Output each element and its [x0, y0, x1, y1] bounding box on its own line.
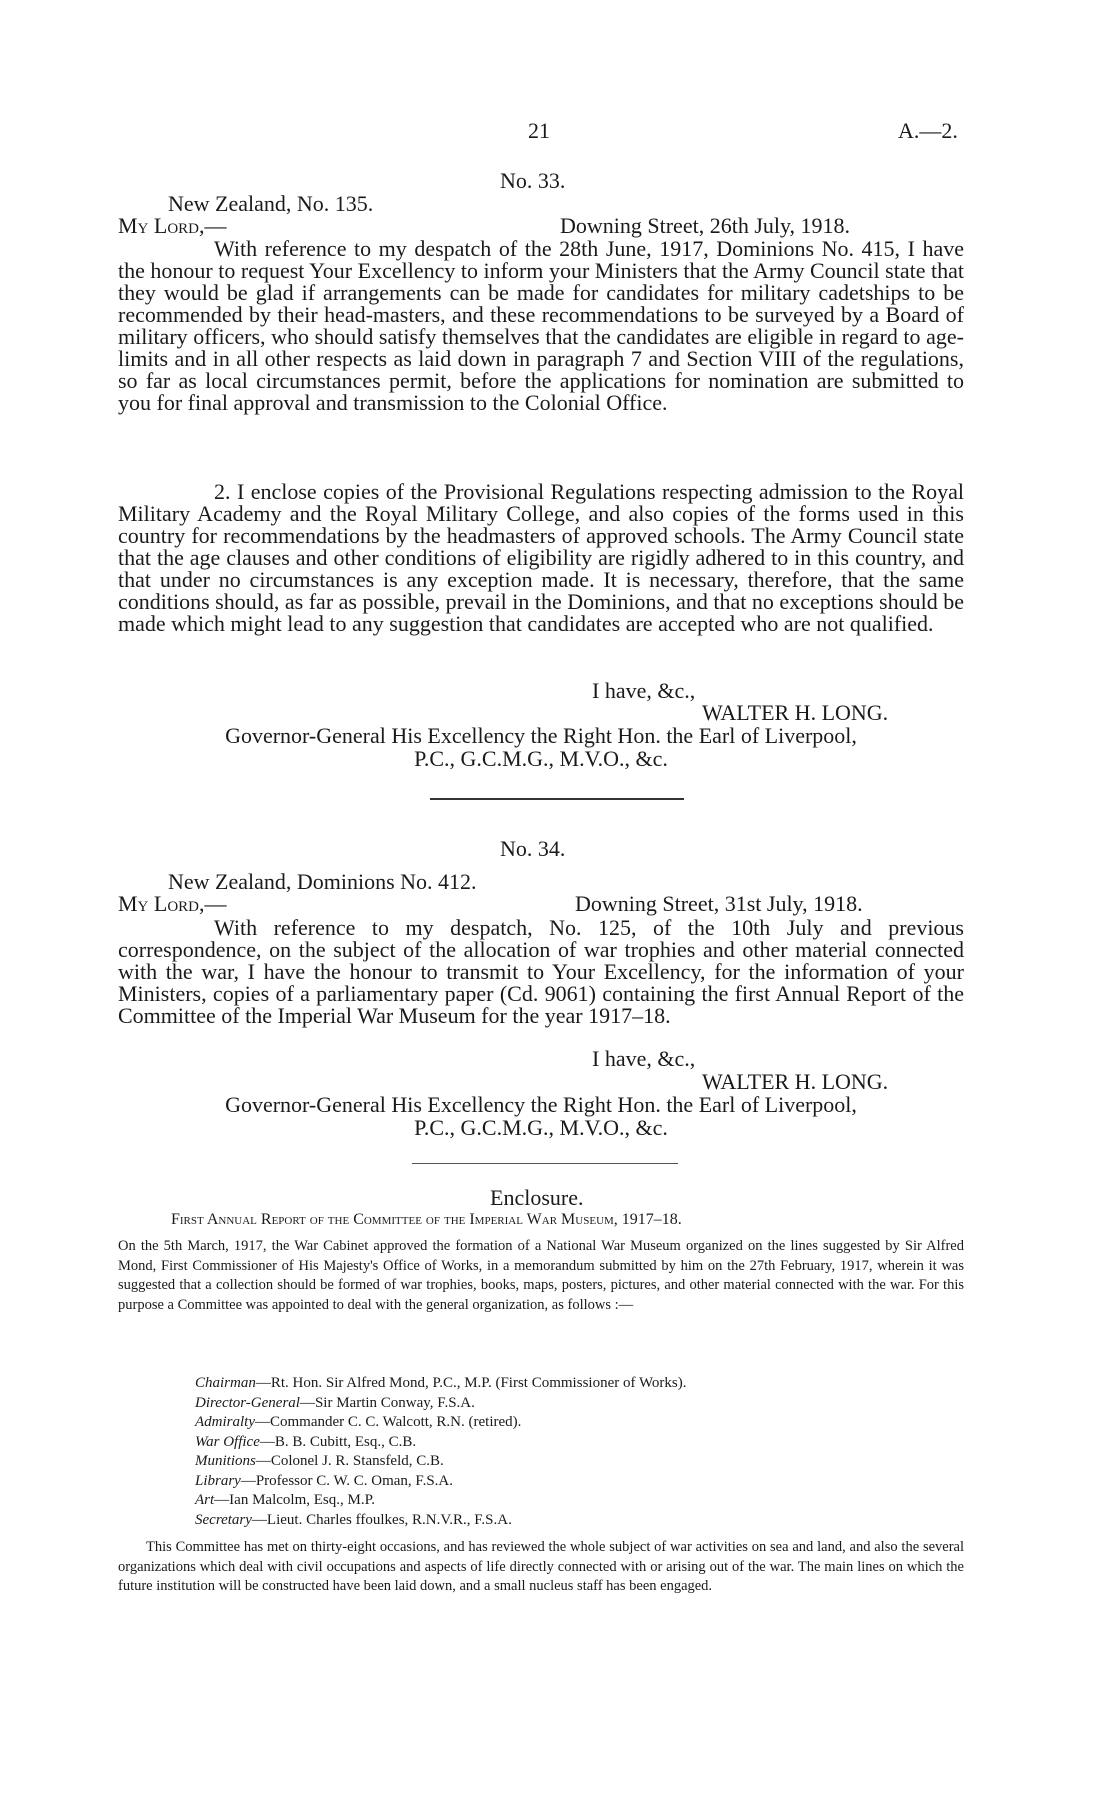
member-separator: —: [255, 1453, 271, 1469]
member-role: Secretary: [195, 1511, 252, 1528]
letter-33-addressee-line-2: P.C., G.C.M.G., M.V.O., &c.: [414, 746, 668, 771]
member-separator: —: [299, 1394, 315, 1411]
member-role: Art: [195, 1492, 215, 1508]
letter-33-salutation: My Lord,—: [118, 213, 227, 238]
enclosure-paragraph-1: On the 5th March, 1917, the War Cabinet approved the formation of a National War Museum organized on the lines suggested by Sir Alfred Mond, First Commissioner of His Majesty's Office of Works, in a memorandum submitted by him on the 27th February, 1917, wherein it was suggested that a collection should be formed of war trophies, books, maps, posters, pictures, and other material connected with the war. For this purpose a Committee was appointed to deal with the general organization, as follows :—: [118, 1238, 964, 1313]
letter-34-addressee-line-1: Governor-General His Excellency the Right Hon. the Earl of Liverpool,: [225, 1092, 857, 1117]
committee-member-list: [195, 1374, 686, 1530]
member-name: Commander C. C. Walcott, R.N. (retired).: [270, 1414, 522, 1430]
member-name: Sir Martin Conway, F.S.A.: [314, 1394, 475, 1411]
committee-member: [195, 1394, 686, 1414]
member-role: Munitions: [195, 1453, 256, 1469]
enclosure-title: First Annual Report of the Committee of the Imperial War Museum, 1917–18.: [171, 1211, 682, 1228]
letter-34-number: No. 34.: [500, 836, 566, 861]
letter-34-closing: I have, &c.,: [592, 1046, 696, 1071]
letter-33-signature: WALTER H. LONG.: [702, 700, 889, 725]
letter-34-addressee-line-2: P.C., G.C.M.G., M.V.O., &c.: [414, 1115, 668, 1140]
committee-member: [195, 1511, 686, 1531]
member-role: Admiralty: [195, 1414, 255, 1430]
member-role: Library: [195, 1472, 241, 1489]
letter-33-closing: I have, &c.,: [592, 678, 696, 703]
letter-34-signature: WALTER H. LONG.: [702, 1069, 889, 1094]
member-name: Lieut. Charles ffoulkes, R.N.V.R., F.S.A.: [266, 1511, 512, 1528]
member-separator: —: [240, 1472, 256, 1489]
committee-member: [195, 1413, 686, 1433]
letter-33-paragraph-2: 2. I enclose copies of the Provisional Regulations respecting admission to the Royal Military Academy and the Royal Military College, and also copies of the forms used in this country for recommendations by the headmasters of approved schools. The Army Council state that the age clauses and other conditions of eligibility are rigidly adhered to in this country, and that under no circumstances is any exception made. It is necessary, therefore, that the same conditions should, as far as possible, prevail in the Dominions, and that no exceptions should be made which might lead to any suggestion that candidates are accepted who are not qualified.: [118, 479, 964, 636]
member-separator: —: [251, 1511, 267, 1528]
letter-33-paragraph-1: With reference to my despatch of the 28th June, 1917, Dominions No. 415, I have the honour to request Your Excellency to inform your Ministers that the Army Council state that they would be glad if arrangements can be made for candidates for military cadetships to be recommended by their head-masters, and these recommendations to be surveyed by a Board of military officers, who should satisfy themselves that the candidates are eligible in regard to age-limits and in all other respects as laid down in paragraph 7 and Section VIII of the regulations, so far as local circumstances permit, before the applications for nomination are submitted to you for final approval and transmission to the Colonial Office.: [118, 236, 964, 415]
letter-33-addressee-line-1: Governor-General His Excellency the Right Hon. the Earl of Liverpool,: [225, 723, 857, 748]
committee-member: [195, 1472, 686, 1492]
section-divider: [430, 798, 684, 800]
member-name: Colonel J. R. Stansfeld, C.B.: [270, 1453, 444, 1469]
letter-33-origin: New Zealand, No. 135.: [168, 191, 374, 216]
member-name: Rt. Hon. Sir Alfred Mond, P.C., M.P. (First Commissioner of Works).: [270, 1375, 687, 1391]
member-separator: —: [255, 1375, 271, 1391]
section-divider: [412, 1163, 678, 1164]
document-reference: A.—2.: [898, 118, 958, 143]
letter-34-origin: New Zealand, Dominions No. 412.: [168, 869, 477, 894]
committee-member: [195, 1452, 686, 1472]
committee-member: [195, 1433, 686, 1453]
letter-33-place-date: Downing Street, 26th July, 1918.: [560, 213, 851, 238]
letter-34-place-date: Downing Street, 31st July, 1918.: [575, 891, 863, 916]
letter-34-salutation: My Lord,—: [118, 891, 227, 916]
member-separator: —: [259, 1433, 275, 1450]
enclosure-paragraph-2: This Committee has met on thirty-eight occasions, and has reviewed the whole subject of war activities on sea and land, and also the several organizations which deal with civil occupations and aspects of life directly connected with or arising out of the war. The main lines on which the future institution will be constructed have been laid down, and a small nucleus staff has been engaged.: [118, 1539, 964, 1594]
member-separator: —: [255, 1414, 270, 1430]
member-role: Chairman: [195, 1375, 256, 1391]
letter-34-paragraph-1: With reference to my despatch, No. 125, of the 10th July and previous correspondence, on the subject of the allocation of war trophies and other material connected with the war, I have the honour to transmit to Your Excellency, for the information of your Ministers, copies of a parliamentary paper (Cd. 9061) containing the first Annual Report of the Committee of the Imperial War Museum for the year 1917–18.: [118, 915, 964, 1028]
committee-member: [195, 1374, 686, 1394]
page-number: 21: [528, 118, 550, 143]
member-role: Director-General: [195, 1394, 300, 1411]
letter-33-number: No. 33.: [500, 168, 566, 193]
member-role: War Office: [195, 1433, 260, 1450]
enclosure-heading: Enclosure.: [490, 1185, 584, 1210]
member-name: Ian Malcolm, Esq., M.P.: [229, 1492, 375, 1508]
member-separator: —: [214, 1492, 230, 1508]
member-name: Professor C. W. C. Oman, F.S.A.: [255, 1472, 453, 1489]
member-name: B. B. Cubitt, Esq., C.B.: [274, 1433, 417, 1450]
committee-member: [195, 1491, 686, 1511]
